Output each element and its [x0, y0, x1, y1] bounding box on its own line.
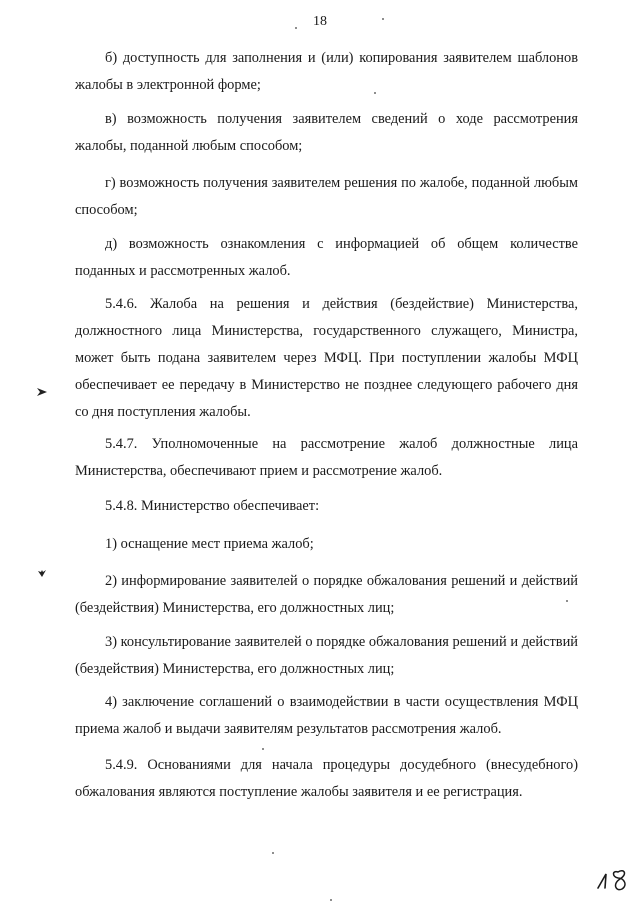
- paragraph-v: в) возможность получения заявителем сведений о ходе рассмотрения жалобы, поданной любым способом;: [75, 111, 578, 154]
- paragraph-item-1: 1) оснащение мест приема жалоб;: [105, 536, 314, 552]
- paragraph-5-4-8: 5.4.8. Министерство обеспечивает:: [105, 498, 320, 514]
- handwritten-page-number: [594, 862, 634, 894]
- paragraph-5-4-7: 5.4.7. Уполномоченные на рассмотрение жалоб должностные лица Министерства, обеспечивают прием и рассмотрение жалоб.: [75, 436, 578, 479]
- paragraph-item-3: 3) консультирование заявителей о порядке обжалования решений и действий (бездействия) Министерства, его должностных лиц;: [75, 634, 578, 677]
- scan-arrow-mark: [36, 387, 48, 397]
- paragraph-item-4: 4) заключение соглашений о взаимодействии в части осуществления МФЦ приема жалоб и выдачи заявителям результатов рассмотрения жалоб.: [75, 694, 578, 737]
- scan-dot: [566, 600, 568, 602]
- paragraph-item-2: 2) информирование заявителей о порядке обжалования решений и действий (бездействия) Министерства, его должностных лиц;: [75, 573, 578, 616]
- paragraph-g: г) возможность получения заявителем решения по жалобе, поданной любым способом;: [75, 175, 578, 218]
- page-number: 18: [313, 14, 327, 29]
- scan-dot: [272, 852, 274, 854]
- scan-dot: [295, 27, 297, 29]
- scan-dot: [262, 748, 264, 750]
- scan-dot: [382, 18, 384, 20]
- paragraph-d: д) возможность ознакомления с информацией об общем количестве поданных и рассмотренных жалоб.: [75, 236, 578, 279]
- scan-dot: [374, 92, 376, 94]
- paragraph-b: б) доступность для заполнения и (или) копирования заявителем шаблонов жалобы в электронной форме;: [75, 50, 578, 93]
- scan-dot: [330, 899, 332, 901]
- paragraph-5-4-6: 5.4.6. Жалоба на решения и действия (бездействие) Министерства, должностного лица Министерства, государственного служащего, Министра, может быть подана заявителем через МФЦ. При поступлении жалобы МФЦ обеспечивает ее передачу в Министерство не позднее следующего рабочего дня со дня поступления жалобы.: [75, 296, 578, 420]
- scan-blot-mark: [37, 569, 47, 579]
- paragraph-5-4-9: 5.4.9. Основаниями для начала процедуры досудебного (внесудебного) обжалования являются поступление жалобы заявителя и ее регистрация.: [75, 757, 578, 800]
